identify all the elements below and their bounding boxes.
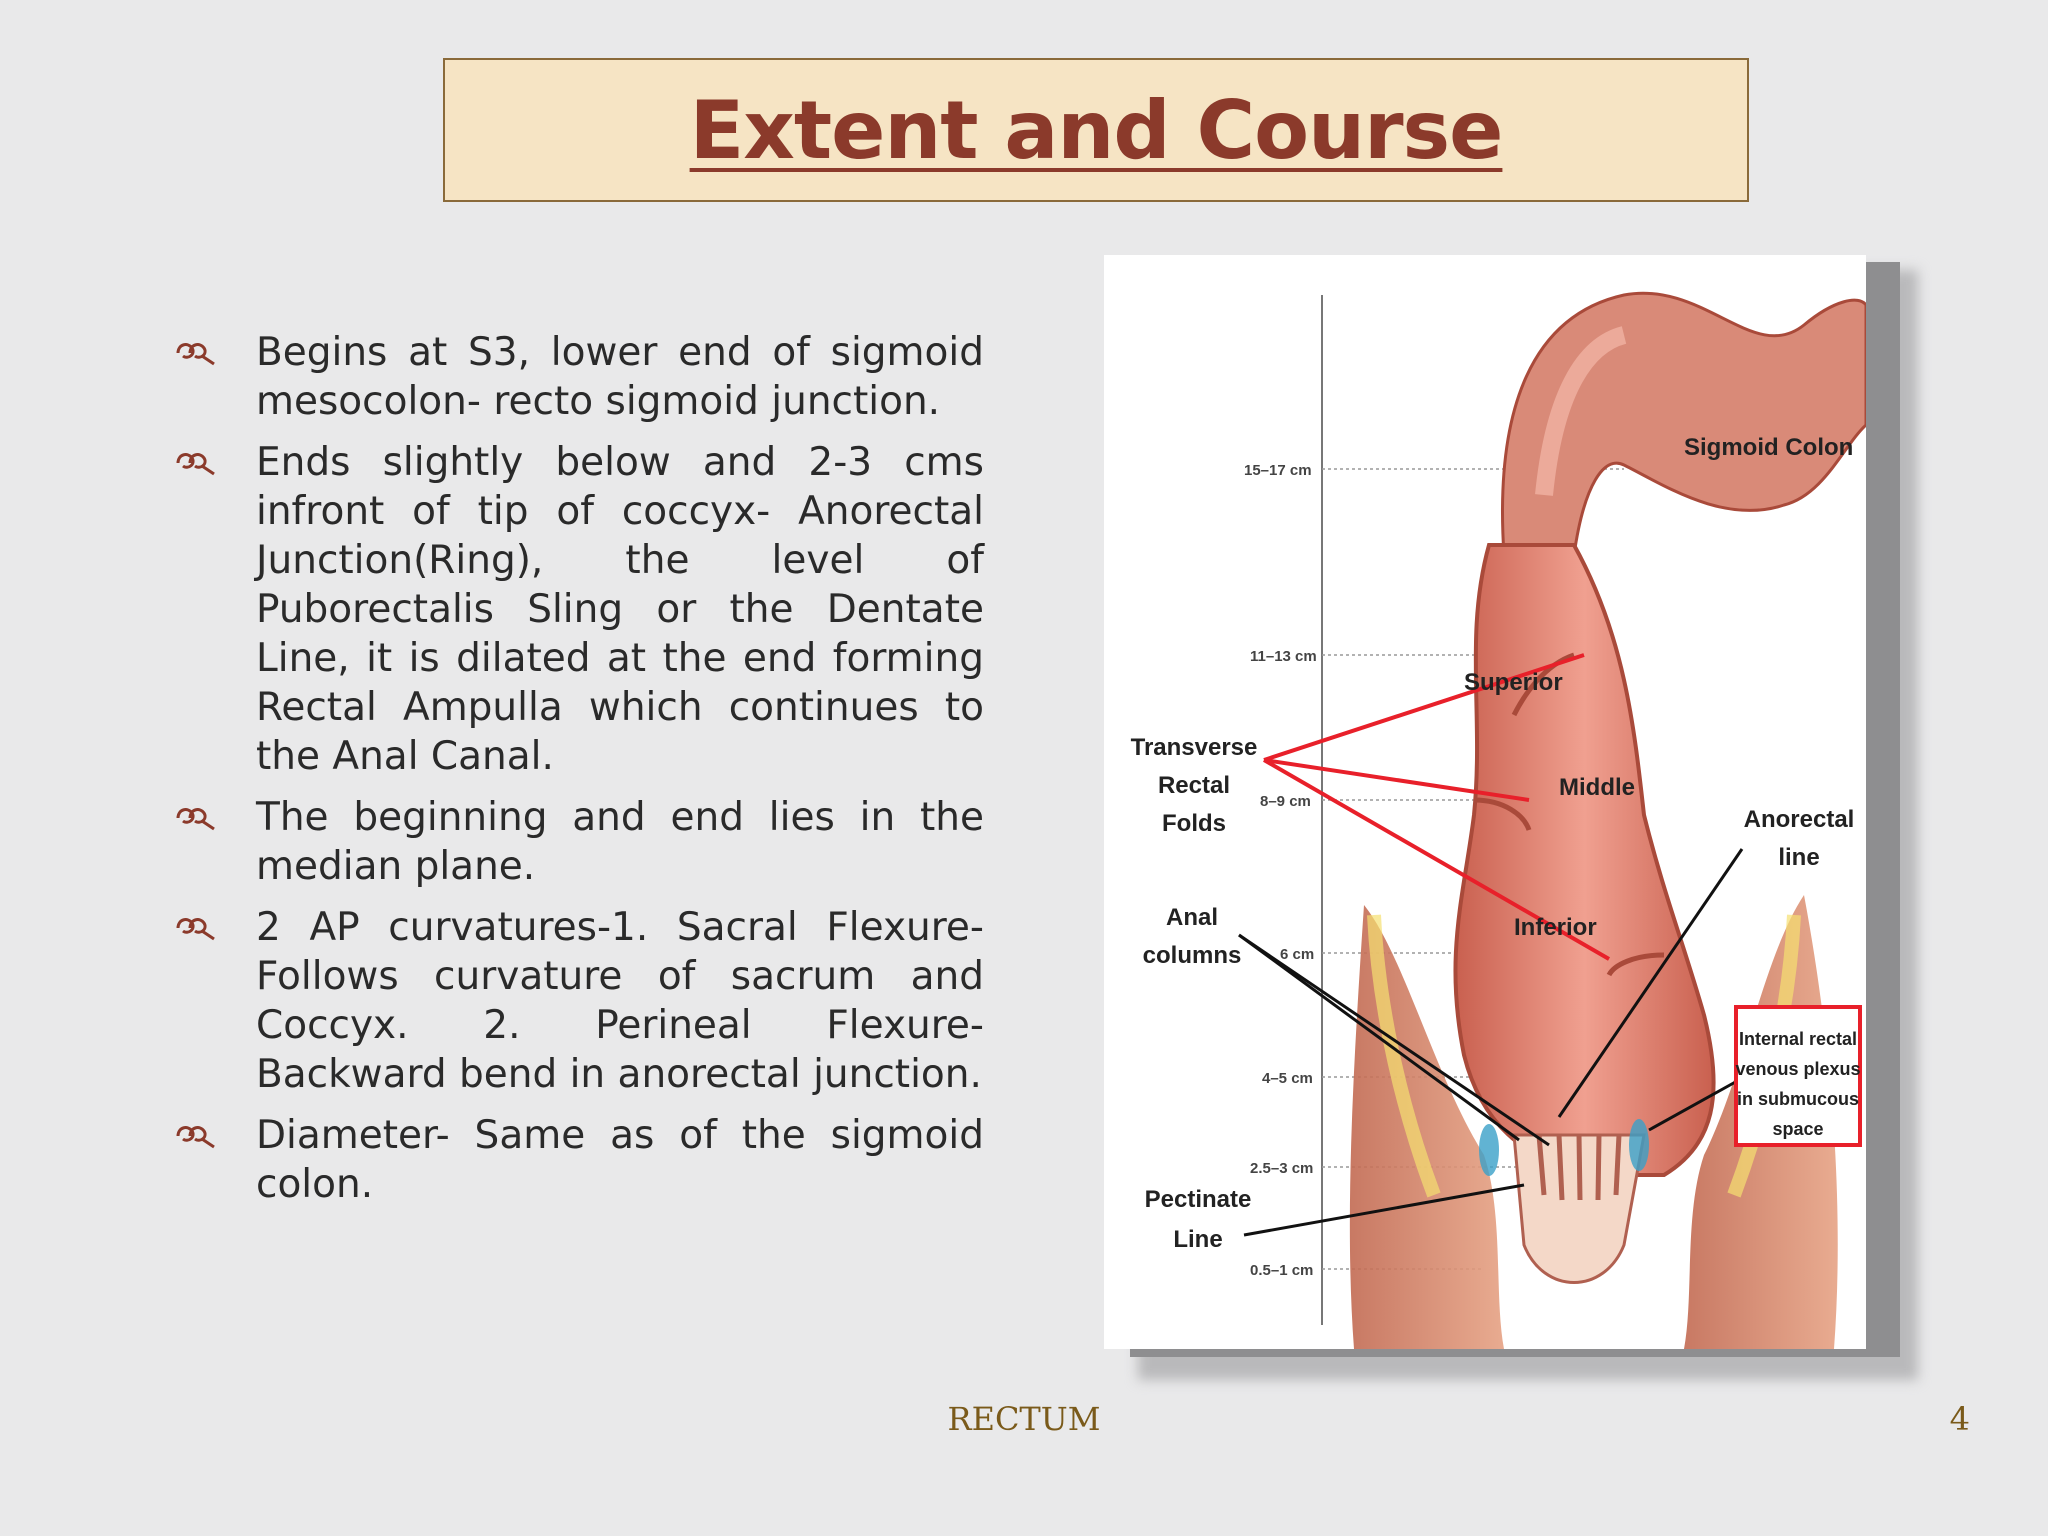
label-columns: columns <box>1142 942 1242 969</box>
bullet-icon <box>174 913 218 943</box>
label-line: line <box>1778 844 1820 871</box>
label-pectinate-line: Line <box>1173 1226 1223 1253</box>
label-folds: Folds <box>1162 810 1226 837</box>
bullet-text: Begins at S3, lower end of sigmoid mesocolon- recto sigmoid junction. <box>256 330 984 424</box>
label-plexus-1: Internal rectal <box>1738 1029 1858 1049</box>
label-inferior: Inferior <box>1514 914 1597 941</box>
scale-label: 4–5 cm <box>1262 1070 1313 1087</box>
bullet-item <box>170 903 984 1099</box>
title-box <box>443 58 1749 202</box>
rectum-anatomy-figure <box>1104 255 1866 1349</box>
label-plexus-2: venous plexus <box>1735 1059 1861 1079</box>
page-number: 4 <box>1949 1400 1970 1438</box>
bullet-icon <box>174 1121 218 1151</box>
bullet-text: Ends slightly below and 2-3 cms infront of tip of coccyx- Anorectal Junction(Ring), the level of Puborectalis Sling or the Dentate Line, it is dilated at the end forming Rectal Ampulla which continues to the Anal Canal. <box>256 440 984 779</box>
label-rectal: Rectal <box>1157 772 1231 799</box>
label-plexus-3: in submucous <box>1736 1089 1860 1109</box>
bullet-item <box>170 793 984 891</box>
label-plexus-4: space <box>1772 1119 1824 1139</box>
bullet-item <box>170 438 984 781</box>
scale-label: 2.5–3 cm <box>1250 1160 1314 1177</box>
bullet-icon <box>174 803 218 833</box>
scale-label: 15–17 cm <box>1244 462 1312 479</box>
scale-label: 11–13 cm <box>1250 648 1317 665</box>
footer-label: RECTUM <box>947 1400 1101 1438</box>
label-anal: Anal <box>1165 904 1219 931</box>
label-sigmoid-colon: Sigmoid Colon <box>1684 434 1854 461</box>
bullet-icon <box>174 338 218 368</box>
label-pectinate: Pectinate <box>1144 1186 1252 1213</box>
venous-plexus-left <box>1479 1124 1499 1176</box>
label-anorectal: Anorectal <box>1743 806 1855 833</box>
bullet-text: Diameter- Same as of the sigmoid colon. <box>256 1113 984 1207</box>
bullet-text: The beginning and end lies in the median plane. <box>256 795 984 889</box>
scale-label: 6 cm <box>1280 946 1315 963</box>
anatomy-diagram <box>1104 255 1866 1349</box>
label-superior: Superior <box>1464 669 1563 696</box>
venous-plexus-right <box>1629 1119 1649 1171</box>
slide-title: Extent and Course <box>689 83 1503 177</box>
label-middle: Middle <box>1559 774 1635 801</box>
bullet-list <box>170 328 984 1221</box>
bullet-icon <box>174 448 218 478</box>
bullet-item <box>170 1111 984 1209</box>
label-transverse: Transverse <box>1130 734 1258 761</box>
bullet-text: 2 AP curvatures-1. Sacral Flexure- Follows curvature of sacrum and Coccyx. 2. Perineal Flexure- Backward bend in anorectal junction. <box>256 905 984 1097</box>
bullet-item <box>170 328 984 426</box>
scale-label: 8–9 cm <box>1260 793 1311 810</box>
scale-label: 0.5–1 cm <box>1250 1262 1314 1279</box>
